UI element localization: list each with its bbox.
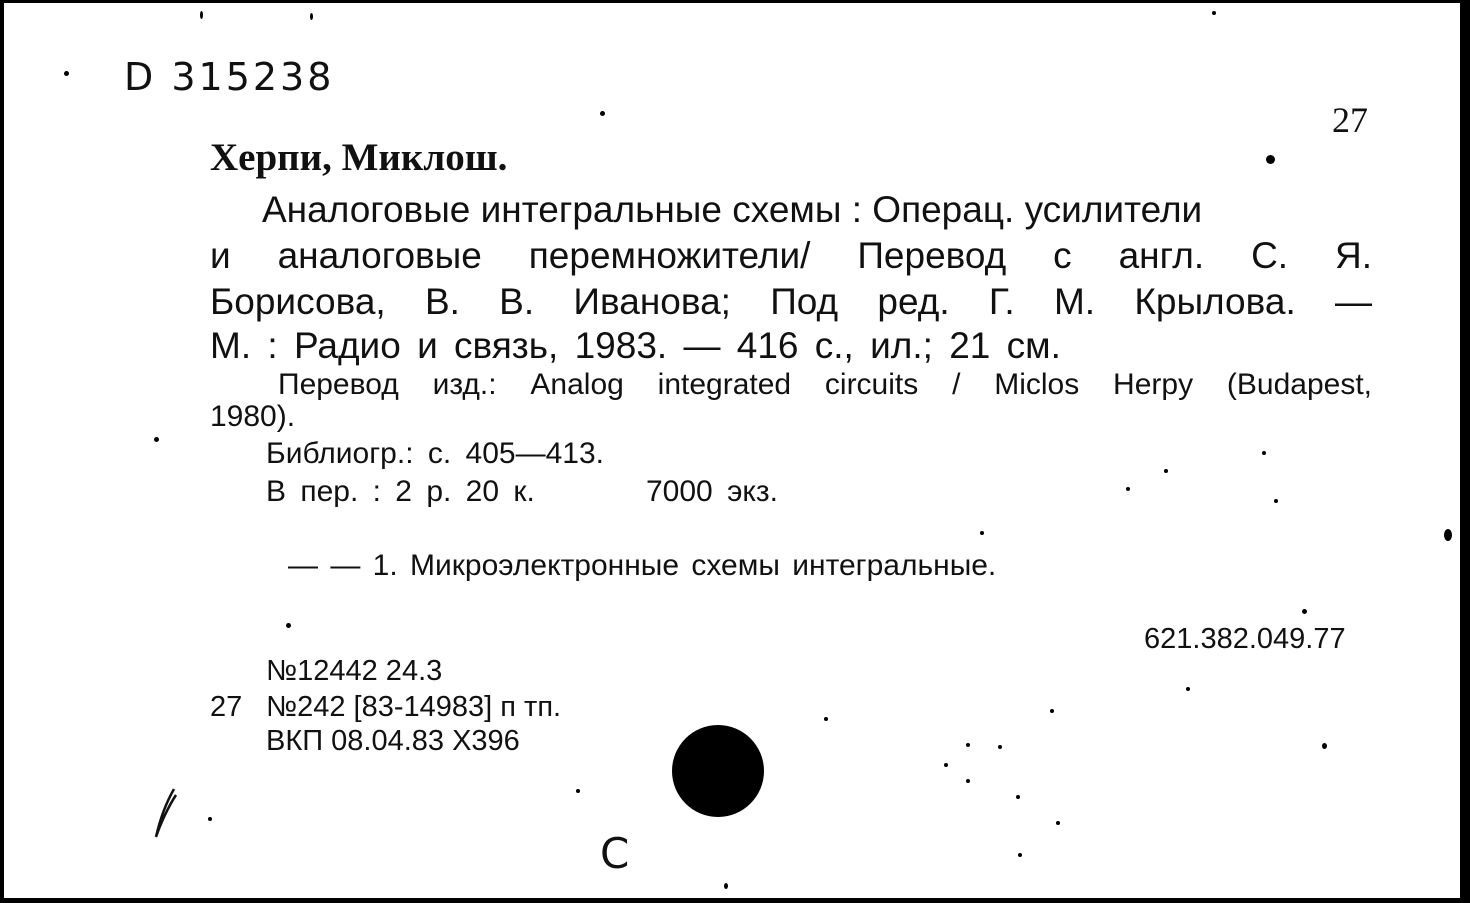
speck xyxy=(1266,155,1275,164)
speck xyxy=(1186,687,1190,691)
speck xyxy=(286,623,291,628)
speck xyxy=(600,111,605,116)
record-line-1: №12442 24.3 xyxy=(266,655,443,687)
pen-mark-icon xyxy=(144,785,184,845)
subject-heading: — — 1. Микроэлектронные схемы интегральные. xyxy=(288,549,997,582)
speck xyxy=(1050,709,1054,713)
udc-number: 621.382.049.77 xyxy=(1144,623,1346,655)
title-line-1: Аналоговые интегральные схемы : Операц. усилители xyxy=(262,189,1203,230)
speck xyxy=(1212,11,1216,15)
speck xyxy=(980,531,984,535)
speck xyxy=(824,717,828,721)
speck xyxy=(310,13,313,20)
title-line-2: и аналоговые перемножители/ Перевод с англ. С. Я. xyxy=(210,235,1372,276)
speck xyxy=(154,437,159,442)
speck xyxy=(64,71,69,76)
speck xyxy=(576,789,580,793)
speck xyxy=(724,883,728,889)
page-number: 27 xyxy=(1332,100,1368,140)
speck xyxy=(1274,499,1278,503)
record-line-2: №242 [83-14983] п тп. xyxy=(266,691,562,723)
author-heading: Херпи, Миклош. xyxy=(210,136,508,179)
speck xyxy=(944,763,948,767)
bottom-letter: С xyxy=(600,829,630,878)
speck xyxy=(1016,795,1020,799)
speck xyxy=(1322,743,1327,749)
speck xyxy=(966,743,970,747)
speck xyxy=(208,817,212,821)
print-run: 7000 экз. xyxy=(646,475,778,508)
speck xyxy=(1302,609,1307,614)
translation-note-line-2: 1980). xyxy=(210,400,296,433)
translation-note-line-1: Перевод изд.: Analog integrated circuits / Miclos Herpy (Budapest, xyxy=(278,368,1372,401)
speck xyxy=(1444,529,1452,541)
price-note: В пер. : 2 р. 20 к. xyxy=(266,475,535,508)
call-number: D 315238 xyxy=(124,55,335,99)
title-line-3: Борисова, В. В. Иванова; Под ред. Г. М. Крылова. — xyxy=(210,281,1372,322)
ink-blot xyxy=(672,725,764,817)
speck xyxy=(1056,821,1060,825)
speck xyxy=(1164,469,1168,473)
speck xyxy=(1018,853,1022,857)
catalog-card xyxy=(4,3,1460,898)
record-line-2-prefix: 27 xyxy=(210,691,243,723)
speck xyxy=(966,779,970,783)
speck xyxy=(998,745,1002,749)
speck xyxy=(200,11,203,19)
bibliography-note: Библиогр.: с. 405—413. xyxy=(266,437,604,470)
title-line-4: М. : Радио и связь, 1983. — 416 с., ил.; 21 см. xyxy=(210,325,1061,366)
record-line-3: ВКП 08.04.83 Х396 xyxy=(266,725,520,757)
speck xyxy=(1126,487,1130,491)
speck xyxy=(1262,451,1266,455)
